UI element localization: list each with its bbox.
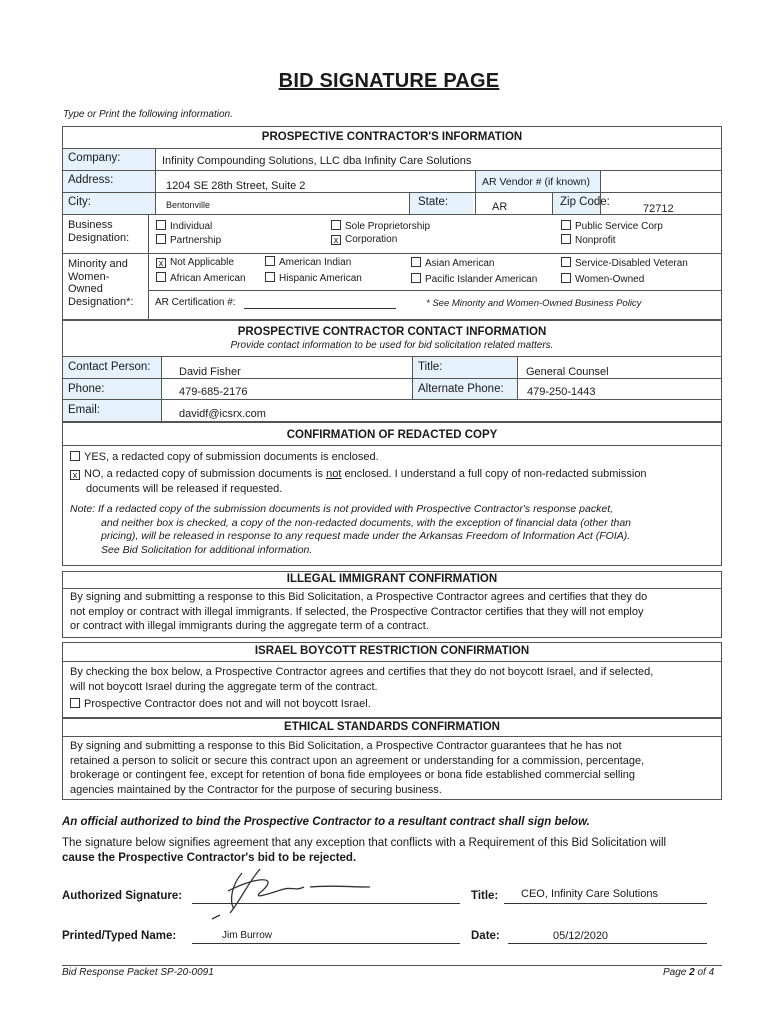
option-corporation[interactable]: x Corporation — [331, 234, 397, 246]
date-field[interactable]: 05/12/2020 — [553, 930, 609, 942]
phone-field[interactable]: 479-685-2176 — [179, 386, 248, 398]
email-field[interactable]: davidf@icsrx.com — [179, 408, 266, 420]
alternate-phone-field[interactable]: 479-250-1443 — [527, 386, 596, 398]
footer-packet-id: Bid Response Packet SP-20-0091 — [62, 967, 214, 978]
option-partnership[interactable]: Partnership — [156, 234, 221, 247]
contact-info-header: PROSPECTIVE CONTRACTOR CONTACT INFORMATION — [237, 326, 547, 338]
checkbox-pacific-islander[interactable] — [411, 273, 421, 283]
checkbox-women-owned[interactable] — [561, 273, 571, 283]
option-not-applicable[interactable]: x Not Applicable — [156, 257, 234, 269]
zip-field[interactable]: 72712 — [643, 203, 674, 215]
option-asian-american[interactable]: Asian American — [411, 257, 494, 270]
redacted-copy-header: CONFIRMATION OF REDACTED COPY — [286, 429, 498, 441]
contractor-info-header: PROSPECTIVE CONTRACTOR'S INFORMATION — [261, 131, 523, 143]
state-label: State: — [418, 196, 449, 208]
city-label: City: — [68, 196, 91, 208]
phone-label: Phone: — [68, 383, 105, 395]
option-nonprofit[interactable]: Nonprofit — [561, 234, 616, 247]
title-label: Title: — [471, 890, 499, 902]
ar-certification-label: AR Certification #: — [155, 297, 236, 308]
city-field[interactable]: Bentonville — [166, 200, 211, 210]
redacted-no-option[interactable]: x NO, a redacted copy of submission documents is not enclosed. I understand a full copy of non-redacted submission — [70, 467, 647, 481]
title-line — [504, 903, 707, 904]
date-label: Date: — [471, 930, 500, 942]
israel-boycott-header: ISRAEL BOYCOTT RESTRICTION CONFIRMATION — [254, 645, 530, 657]
minority-designation-label: Minority and Women- Owned Designation*: — [68, 258, 134, 308]
state-field[interactable]: AR — [492, 201, 508, 213]
option-individual[interactable]: Individual — [156, 220, 212, 233]
israel-boycott-text: By checking the box below, a Prospective Contractor agrees and certifies that they do not boycott Israel, and if selected, will not boycott Israel during the aggregate term of the contract. — [70, 666, 654, 693]
option-service-disabled-veteran[interactable]: Service-Disabled Veteran — [561, 257, 688, 270]
contact-person-label: Contact Person: — [68, 361, 151, 373]
checkbox-redacted-yes[interactable] — [70, 451, 80, 461]
checkbox-public-service[interactable] — [561, 220, 571, 230]
printed-name-line — [192, 943, 460, 944]
contact-title-field[interactable]: General Counsel — [526, 366, 609, 378]
redacted-note: Note: If a redacted copy of the submission documents is not provided with Prospective Contractor's response packet, and neither box is checked, a copy of the non-redacted documents, with the exception of financial data (other than pricing), will be released in response to any request made under the Arkansas Freedom of Information Act (FOIA). See Bid Solicitation for additional information. — [70, 503, 631, 556]
option-women-owned[interactable]: Women-Owned — [561, 273, 644, 286]
checkbox-corporation-checked[interactable]: x — [331, 235, 341, 245]
checkbox-partnership[interactable] — [156, 234, 166, 244]
title-field[interactable]: CEO, Infinity Care Solutions — [521, 888, 658, 900]
checkbox-service-disabled[interactable] — [561, 257, 571, 267]
checkbox-hispanic-american[interactable] — [265, 272, 275, 282]
illegal-immigrant-header: ILLEGAL IMMIGRANT CONFIRMATION — [286, 573, 498, 585]
footer-page-number: Page 2 of 4 — [663, 967, 715, 978]
option-american-indian[interactable]: American Indian — [265, 256, 351, 269]
contact-title-label: Title: — [418, 361, 443, 373]
checkbox-israel-boycott[interactable] — [70, 698, 80, 708]
email-label: Email: — [68, 404, 100, 416]
redacted-yes-option[interactable]: YES, a redacted copy of submission documents is enclosed. — [70, 450, 379, 464]
checkbox-american-indian[interactable] — [265, 256, 275, 266]
printed-name-field[interactable]: Jim Burrow — [222, 930, 273, 941]
ar-certification-field[interactable] — [244, 308, 396, 309]
ethical-standards-header: ETHICAL STANDARDS CONFIRMATION — [284, 721, 500, 733]
date-line — [508, 943, 707, 944]
address-label: Address: — [68, 174, 114, 186]
option-african-american[interactable]: African American — [156, 272, 246, 285]
company-field[interactable]: Infinity Compounding Solutions, LLC dba Infinity Care Solutions — [162, 155, 472, 167]
contact-info-subheader: Provide contact information to be used for bid solicitation related matters. — [230, 340, 554, 351]
redacted-no-continuation: documents will be released if requested. — [86, 483, 283, 495]
ar-vendor-label: AR Vendor # (if known) — [482, 176, 590, 188]
checkbox-nonprofit[interactable] — [561, 234, 571, 244]
checkbox-redacted-no-checked[interactable]: x — [70, 470, 80, 480]
business-designation-label: Business Designation: — [68, 219, 130, 244]
checkbox-individual[interactable] — [156, 220, 166, 230]
option-public-service-corp[interactable]: Public Service Corp — [561, 220, 663, 233]
official-note: An official authorized to bind the Prospective Contractor to a resultant contract shall sign below. — [62, 816, 590, 828]
page-title: BID SIGNATURE PAGE — [278, 70, 500, 92]
instruction-text: Type or Print the following information. — [63, 109, 233, 120]
checkbox-not-applicable-checked[interactable]: x — [156, 258, 166, 268]
company-label: Company: — [68, 152, 121, 164]
ethical-standards-text: By signing and submitting a response to this Bid Solicitation, a Prospective Contractor guarantees that he has not retained a person to solicit or secure this contract upon an agreement or understanding for a commission, percentage, brokerage or contingent fee, except for retention of bona fide employees or bona fide established commercial selling agencies maintained by the Contractor for the purpose of securing business. — [70, 740, 645, 796]
address-field[interactable]: 1204 SE 28th Street, Suite 2 — [166, 180, 306, 192]
checkbox-sole-proprietorship[interactable] — [331, 220, 341, 230]
policy-note: * See Minority and Women-Owned Business Policy — [426, 298, 642, 309]
zip-label: Zip Code: — [560, 196, 610, 208]
handwritten-signature — [200, 865, 380, 925]
option-pacific-islander[interactable]: Pacific Islander American — [411, 273, 537, 286]
option-sole-proprietorship[interactable]: Sole Proprietorship — [331, 220, 430, 233]
agreement-text: The signature below signifies agreement that any exception that conflicts with a Requirement of this Bid Solicitation will cause the Prospective Contractor's bid to be rejected. — [62, 837, 667, 864]
authorized-signature-label: Authorized Signature: — [62, 890, 183, 902]
illegal-immigrant-text: By signing and submitting a response to this Bid Solicitation, a Prospective Contractor agrees and certifies that they do not employ or contract with illegal immigrants. If selected, the Prospective Contractor certifies that they will not employ or contract with illegal immigrants during the aggregate term of a contract. — [70, 591, 648, 632]
contact-person-field[interactable]: David Fisher — [179, 366, 241, 378]
alternate-phone-label: Alternate Phone: — [418, 383, 504, 395]
printed-name-label: Printed/Typed Name: — [62, 930, 177, 942]
israel-boycott-option[interactable]: Prospective Contractor does not and will not boycott Israel. — [70, 697, 371, 711]
checkbox-asian-american[interactable] — [411, 257, 421, 267]
checkbox-african-american[interactable] — [156, 272, 166, 282]
option-hispanic-american[interactable]: Hispanic American — [265, 272, 362, 285]
